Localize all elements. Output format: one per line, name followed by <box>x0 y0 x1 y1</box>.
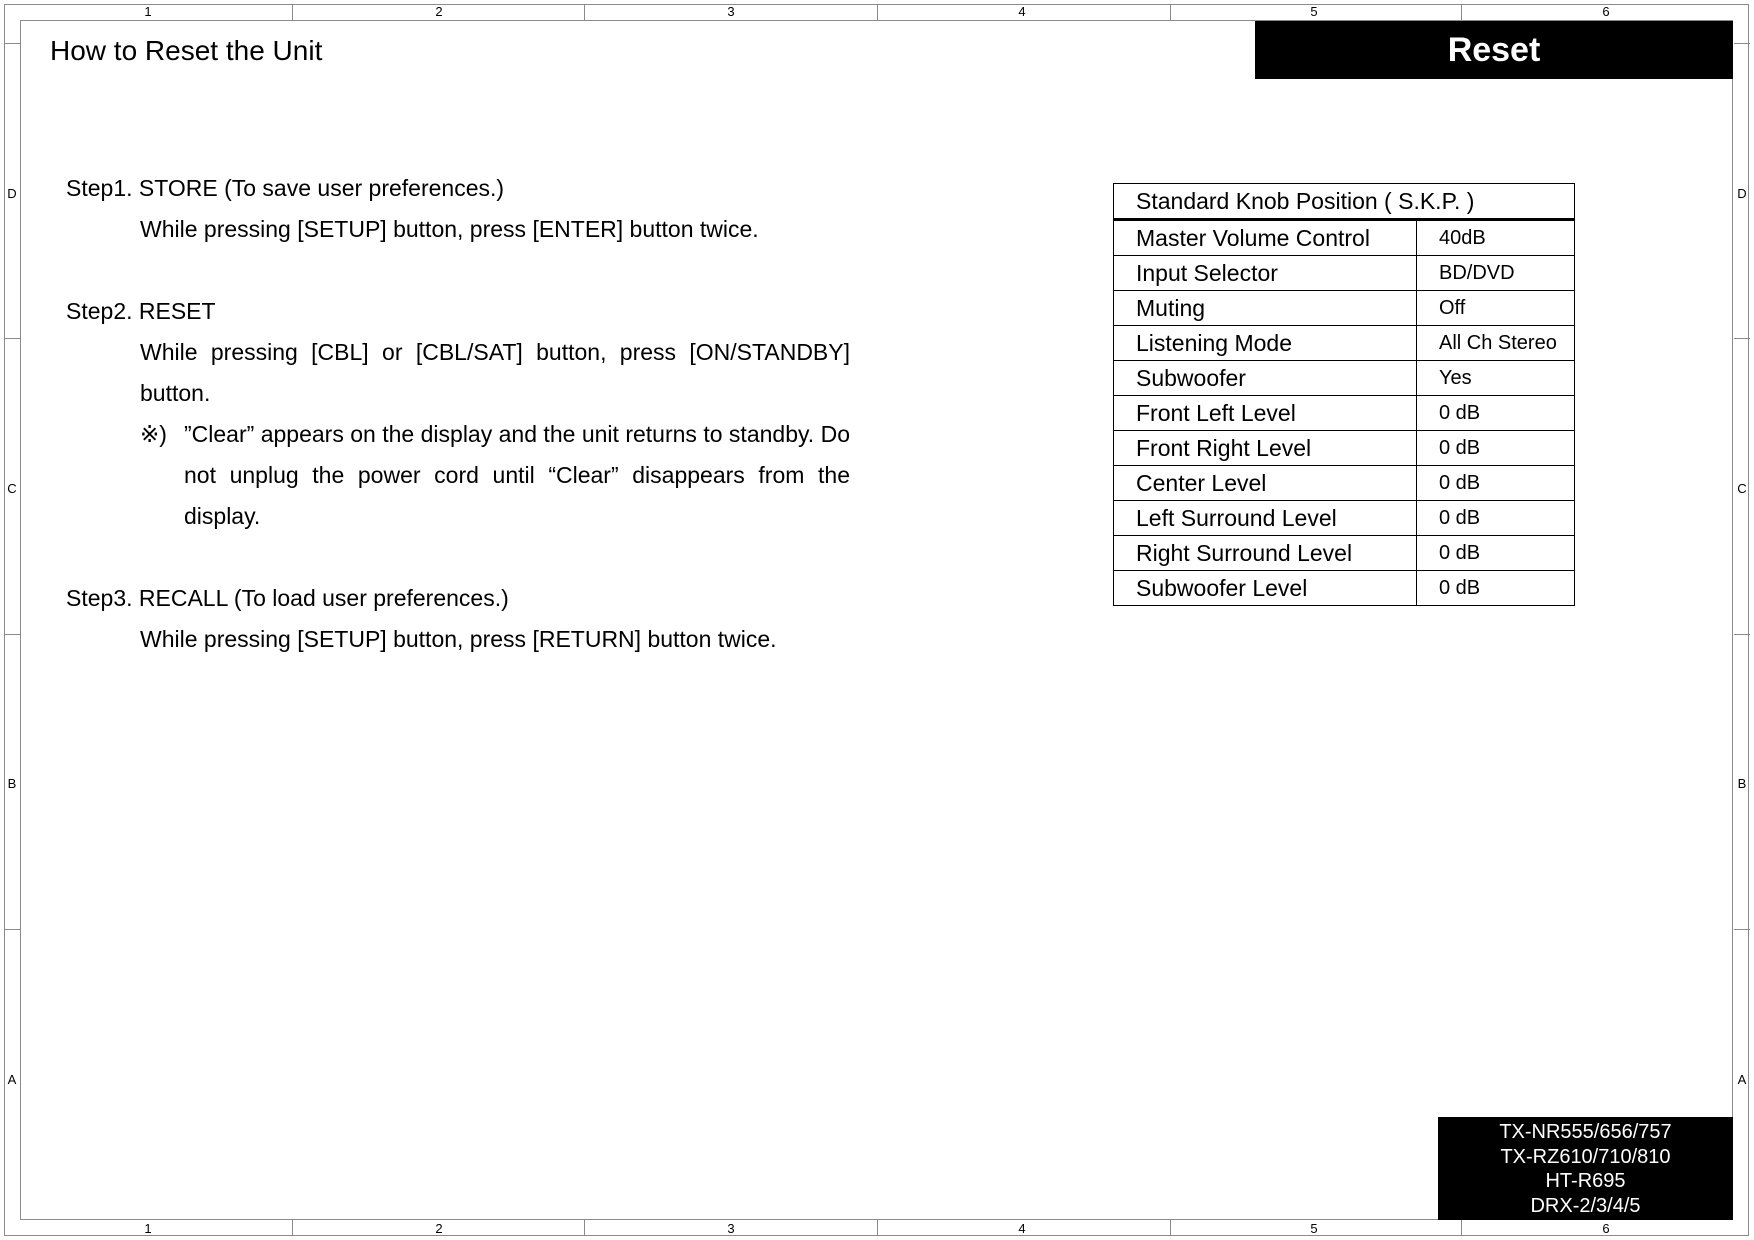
skp-value: BD/DVD <box>1417 256 1575 291</box>
grid-column-label: 6 <box>1602 4 1610 19</box>
skp-label: Input Selector <box>1114 256 1417 291</box>
table-row <box>1114 220 1575 256</box>
grid-divider <box>584 4 585 20</box>
skp-value: Off <box>1417 291 1575 326</box>
grid-divider <box>292 4 293 20</box>
table-row <box>1114 536 1575 571</box>
skp-value: 0 dB <box>1417 431 1575 466</box>
grid-column-label: 5 <box>1310 1221 1318 1236</box>
table-row <box>1114 396 1575 431</box>
section-banner: Reset <box>1255 21 1733 79</box>
grid-divider <box>1734 929 1750 930</box>
grid-column-label: 3 <box>727 4 735 19</box>
skp-value: 0 dB <box>1417 501 1575 536</box>
step-2-heading: Step2. RESET <box>66 298 216 324</box>
grid-divider <box>1461 4 1462 20</box>
skp-label: Listening Mode <box>1114 326 1417 361</box>
grid-divider <box>4 338 20 339</box>
grid-row-label: C <box>1737 481 1747 496</box>
skp-label: Front Right Level <box>1114 431 1417 466</box>
grid-divider <box>1170 1220 1171 1236</box>
grid-column-label: 3 <box>727 1221 735 1236</box>
grid-row-label: A <box>1737 1072 1747 1087</box>
skp-value: All Ch Stereo <box>1417 326 1575 361</box>
grid-row-label: A <box>7 1072 17 1087</box>
page-title: How to Reset the Unit <box>50 35 323 66</box>
grid-column-label: 2 <box>435 4 443 19</box>
table-row <box>1114 291 1575 326</box>
grid-divider <box>877 4 878 20</box>
table-row <box>1114 501 1575 536</box>
model-name: TX-RZ610/710/810 <box>1500 1145 1671 1168</box>
grid-divider <box>4 43 20 44</box>
grid-row-label: B <box>1737 776 1747 791</box>
grid-row-label: B <box>7 776 17 791</box>
grid-divider <box>1734 43 1750 44</box>
skp-value: 0 dB <box>1417 396 1575 431</box>
skp-table-title: Standard Knob Position ( S.K.P. ) <box>1114 184 1575 220</box>
note-text: ”Clear” appears on the display and the unit returns to standby. Do not unplug the power cord until “Clear” disappears from the display. <box>184 421 850 529</box>
grid-column-label: 5 <box>1310 4 1318 19</box>
skp-value: Yes <box>1417 361 1575 396</box>
skp-label: Master Volume Control <box>1114 220 1417 256</box>
step-2-instruction: While pressing [CBL] or [CBL/SAT] button, press [ON/STANDBY] button. <box>140 339 850 406</box>
grid-column-label: 6 <box>1602 1221 1610 1236</box>
grid-divider <box>292 1220 293 1236</box>
model-name: TX-NR555/656/757 <box>1499 1121 1672 1143</box>
skp-label: Front Left Level <box>1114 396 1417 431</box>
skp-label: Center Level <box>1114 466 1417 501</box>
grid-column-label: 1 <box>144 4 152 19</box>
grid-divider <box>4 634 20 635</box>
skp-label: Subwoofer <box>1114 361 1417 396</box>
skp-label: Right Surround Level <box>1114 536 1417 571</box>
skp-label: Left Surround Level <box>1114 501 1417 536</box>
grid-divider <box>877 1220 878 1236</box>
grid-row-label: D <box>7 186 17 201</box>
grid-divider <box>4 929 20 930</box>
step-1-heading: Step1. STORE (To save user preferences.) <box>66 175 505 201</box>
grid-row-label: D <box>1737 186 1747 201</box>
table-row <box>1114 361 1575 396</box>
table-row <box>1114 326 1575 361</box>
grid-divider <box>1734 338 1750 339</box>
grid-column-label: 2 <box>435 1221 443 1236</box>
grid-divider <box>1170 4 1171 20</box>
reset-steps <box>66 168 850 660</box>
step-2-note <box>140 414 850 537</box>
skp-table <box>1113 183 1575 606</box>
skp-value: 0 dB <box>1417 466 1575 501</box>
grid-divider <box>1461 1220 1462 1236</box>
model-name: HT-R695 <box>1545 1170 1626 1192</box>
table-row <box>1114 571 1575 606</box>
grid-column-label: 4 <box>1018 1221 1026 1236</box>
skp-label: Subwoofer Level <box>1114 571 1417 606</box>
table-row <box>1114 256 1575 291</box>
grid-column-label: 4 <box>1018 4 1026 19</box>
model-name: DRX-2/3/4/5 <box>1530 1194 1641 1217</box>
step-3-instruction: While pressing [SETUP] button, press [RETURN] button twice. <box>140 626 777 652</box>
grid-row-label: C <box>7 481 17 496</box>
skp-label: Muting <box>1114 291 1417 326</box>
skp-value: 0 dB <box>1417 571 1575 606</box>
table-row <box>1114 431 1575 466</box>
grid-column-label: 1 <box>144 1221 152 1236</box>
step-1-instruction: While pressing [SETUP] button, press [ENTER] button twice. <box>140 216 759 242</box>
model-list <box>1438 1117 1733 1220</box>
skp-value: 0 dB <box>1417 536 1575 571</box>
step-3-heading: Step3. RECALL (To load user preferences.) <box>66 585 509 611</box>
note-mark: ※) <box>140 421 167 447</box>
skp-value: 40dB <box>1417 220 1575 256</box>
table-row <box>1114 466 1575 501</box>
grid-divider <box>1734 634 1750 635</box>
grid-divider <box>584 1220 585 1236</box>
